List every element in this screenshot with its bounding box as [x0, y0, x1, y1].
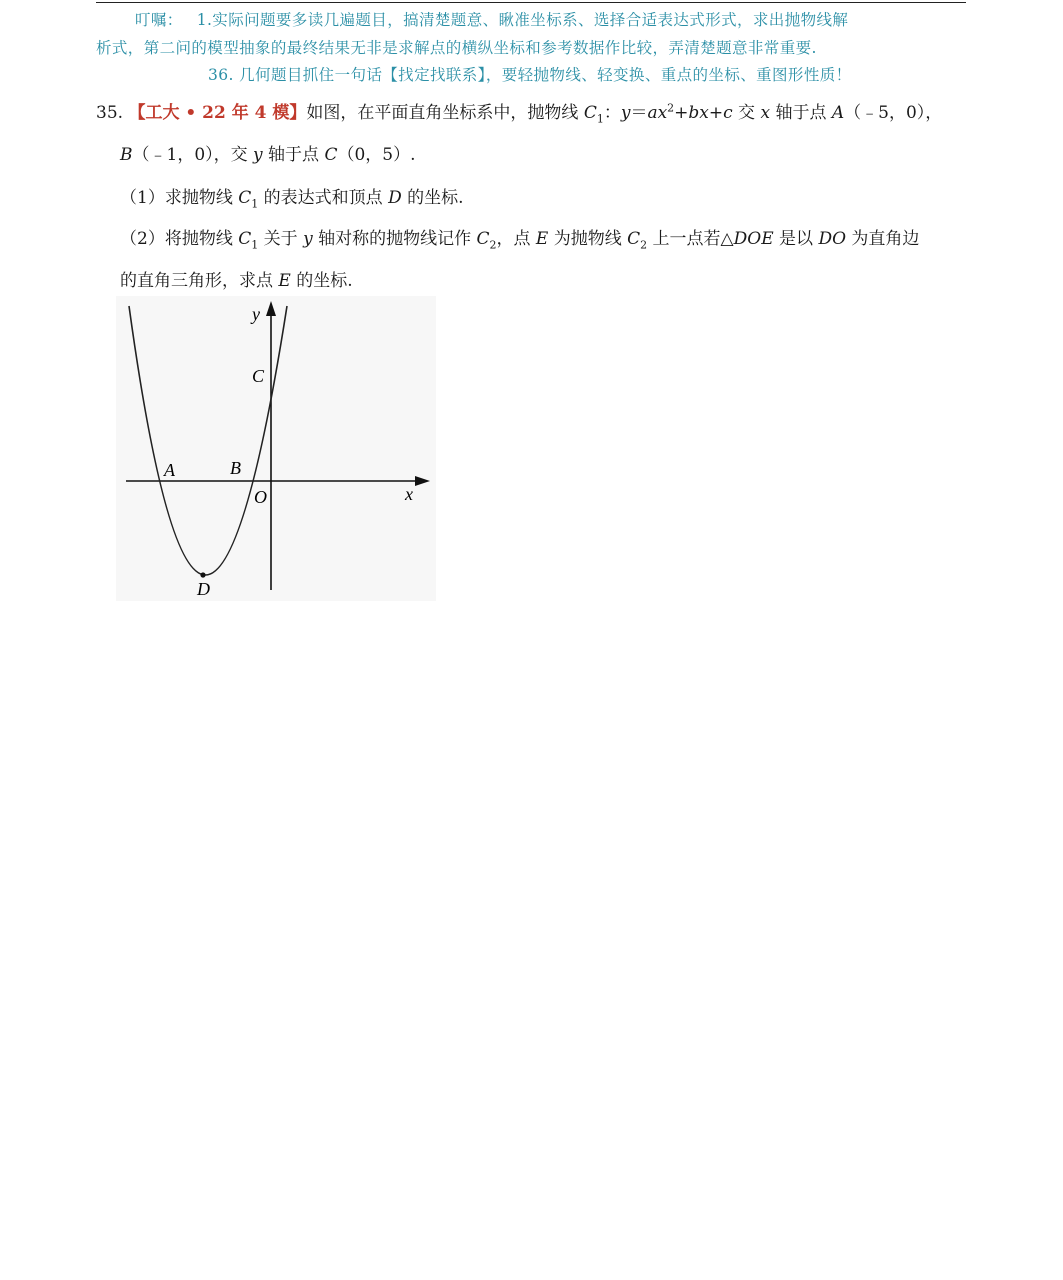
question-line-1: 35. 【工大 • 22 年 4 模】如图，在平面直角坐标系中，抛物线 $C_1$：$y=ax^2+bx+c$ 交 x 轴于点 A（﹣5，0），: [96, 101, 943, 126]
y-axis-label: y: [252, 304, 260, 324]
point-b-label: B: [230, 458, 241, 478]
question-line-2: B（﹣1，0），交 y 轴于点 C（0，5）.: [120, 145, 416, 165]
tip-line-2: 析式，第二问的模型抽象的最终结果无非是求解点的横纵坐标和参考数据作比较，弄清楚题意非常重要.: [96, 39, 817, 57]
question-part-2-line-1: （2）将抛物线 $C_1$ 关于 y 轴对称的抛物线记作 $C_2$，点 E 为抛物线 $C_2$ 上一点若△DOE 是以 DO 为直角边: [120, 229, 920, 252]
figure-background: [116, 296, 436, 601]
point-a-label: A: [164, 460, 175, 480]
point-d-label: D: [197, 579, 210, 599]
question-part-2-line-2: 的直角三角形，求点 E 的坐标.: [120, 271, 353, 291]
origin-label: O: [254, 487, 267, 507]
question-source: 【工大 • 22 年 4 模】: [128, 103, 307, 123]
x-axis-label: x: [405, 484, 413, 504]
tip-label: 叮嘱：: [135, 11, 183, 29]
point-c-label: C: [252, 366, 265, 386]
tip-line-1: [135, 8, 848, 30]
vertex-point: [200, 572, 205, 577]
tip-text-1: 1.实际问题要多读几遍题目，搞清楚题意、瞅准坐标系、选择合适表达式形式，求出抛物线解: [196, 11, 849, 29]
question-number: 35.: [96, 103, 124, 123]
question-part-1: （1）求抛物线 $C_1$ 的表达式和顶点 D 的坐标.: [120, 188, 464, 211]
parabola-figure: [116, 296, 436, 601]
top-rule: [96, 2, 966, 3]
tip-line-3: 36. 几何题目抓住一句话【找定找联系】，要轻抛物线、轻变换、重点的坐标、重图形性质！: [208, 66, 852, 84]
